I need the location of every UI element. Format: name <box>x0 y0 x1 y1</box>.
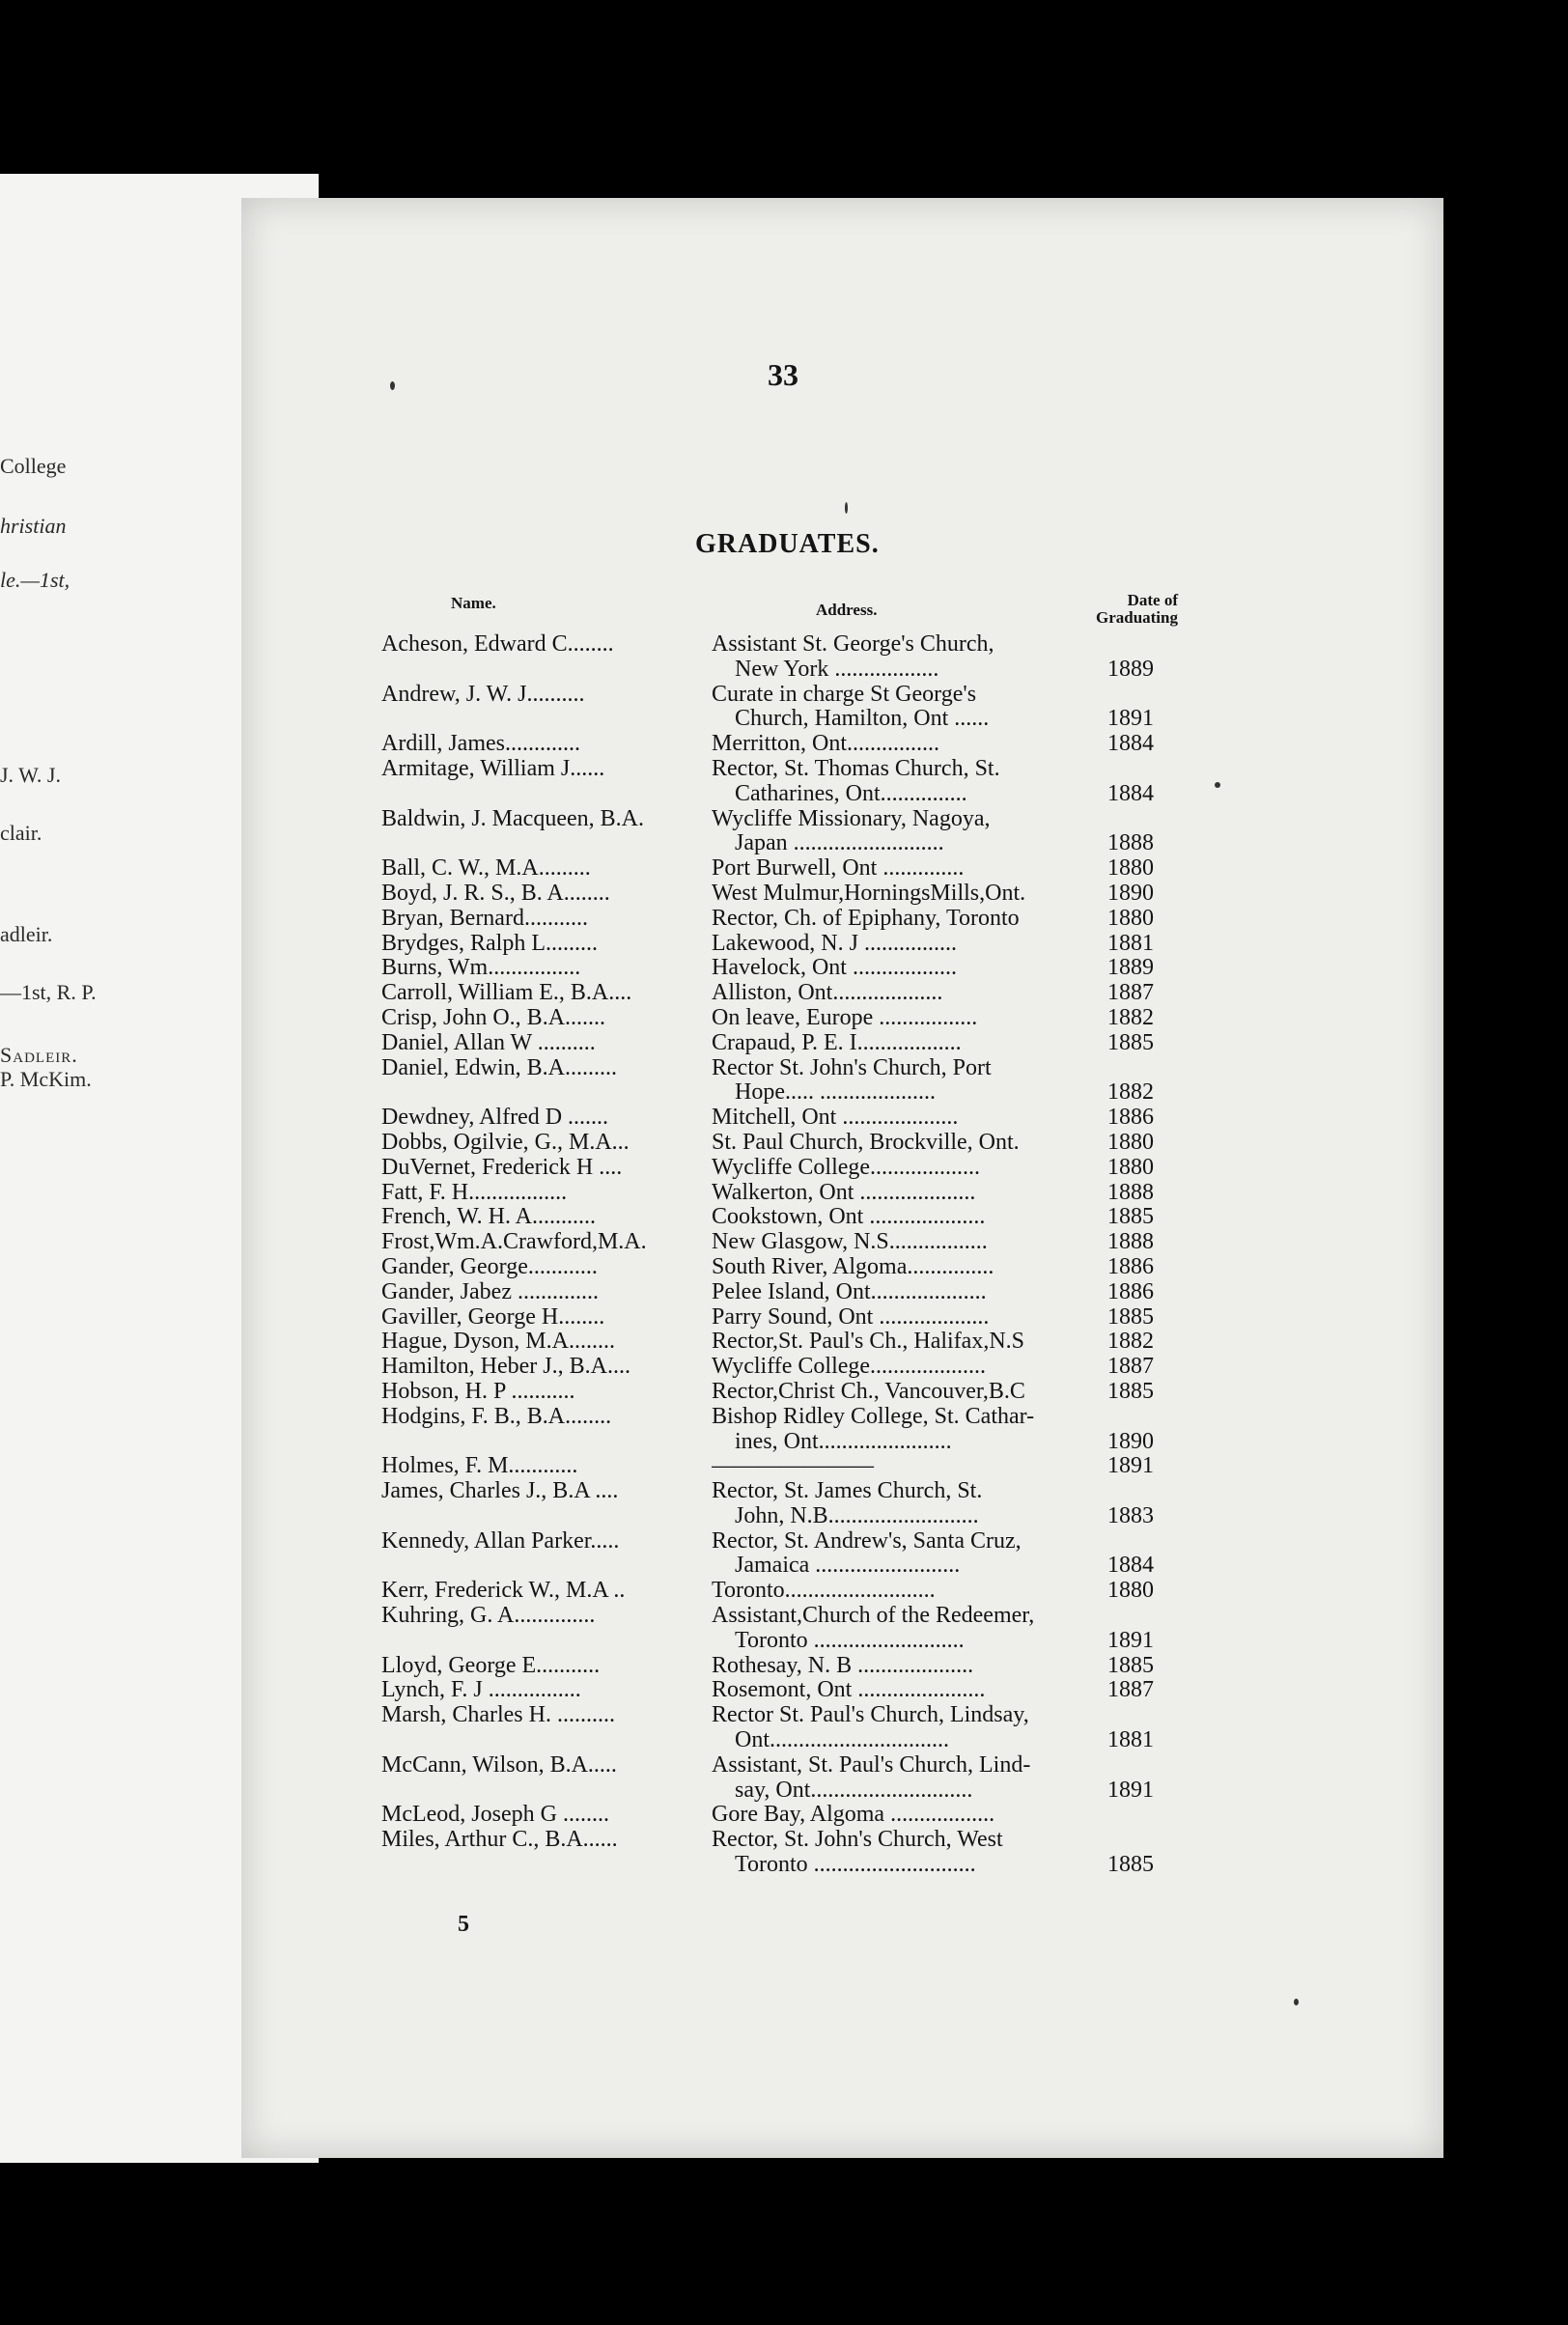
graduate-row <box>381 1330 1154 1355</box>
graduation-year: 1882 <box>1107 1329 1154 1355</box>
left-page-line: adleir. <box>0 922 53 946</box>
graduation-year: 1886 <box>1107 1105 1154 1131</box>
graduate-address: Rector St. John's Church, Port <box>712 1055 992 1080</box>
graduate-name: Dobbs, Ogilvie, G., M.A... <box>381 1130 630 1155</box>
graduate-entry <box>381 1654 1154 1679</box>
graduation-year: 1891 <box>1107 1777 1154 1803</box>
graduate-row-continuation <box>381 1554 1154 1579</box>
graduate-row <box>381 956 1154 981</box>
graduation-year: 1884 <box>1107 731 1154 757</box>
graduation-year: 1887 <box>1107 1677 1154 1703</box>
graduation-year: 1891 <box>1107 1453 1154 1479</box>
graduate-address: Ont............................... <box>735 1728 949 1753</box>
graduate-name: Gander, George............ <box>381 1254 598 1279</box>
graduate-entry <box>381 1106 1154 1131</box>
graduate-entry <box>381 807 1154 857</box>
graduation-year: 1888 <box>1107 1229 1154 1255</box>
graduate-address: Gore Bay, Algoma .................. <box>712 1803 995 1828</box>
graduation-year: 1887 <box>1107 1354 1154 1380</box>
graduate-address: On leave, Europe ................. <box>712 1005 978 1030</box>
graduate-address: Wycliffe College................... <box>712 1155 981 1180</box>
graduate-entry <box>381 1753 1154 1804</box>
graduation-year: 1880 <box>1107 1129 1154 1155</box>
graduate-address: Rector,St. Paul's Ch., Halifax,N.S <box>712 1330 1025 1355</box>
graduate-entry <box>381 1056 1154 1106</box>
graduate-name: Daniel, Allan W .......... <box>381 1030 596 1055</box>
graduate-entry <box>381 683 1154 733</box>
graduation-year: 1887 <box>1107 980 1154 1006</box>
graduate-name: Miles, Arthur C., B.A...... <box>381 1828 618 1853</box>
left-page-line: le.—1st, <box>0 568 70 592</box>
graduate-name: McCann, Wilson, B.A..... <box>381 1752 617 1778</box>
graduation-year: 1886 <box>1107 1253 1154 1279</box>
graduation-year: 1891 <box>1107 706 1154 732</box>
graduate-row <box>381 1529 1154 1555</box>
graduate-name: Hamilton, Heber J., B.A.... <box>381 1355 630 1380</box>
graduate-row <box>381 732 1154 757</box>
graduate-row <box>381 1380 1154 1405</box>
graduate-row <box>381 1156 1154 1181</box>
graduation-year: 1881 <box>1107 930 1154 956</box>
graduate-name: Lynch, F. J ................ <box>381 1678 581 1703</box>
graduation-year: 1890 <box>1107 1428 1154 1454</box>
graduate-row-continuation <box>381 831 1154 856</box>
graduate-address: Rector,Christ Ch., Vancouver,B.C <box>712 1379 1025 1404</box>
graduate-address: Rector, Ch. of Epiphany, Toronto <box>712 906 1020 931</box>
graduate-row-continuation <box>381 707 1154 732</box>
graduate-name: Hague, Dyson, M.A........ <box>381 1330 615 1355</box>
graduate-address: Church, Hamilton, Ont ...... <box>735 707 990 732</box>
graduate-entry <box>381 882 1154 907</box>
graduate-name: Brydges, Ralph L......... <box>381 931 598 956</box>
left-page-line: clair. <box>0 821 42 845</box>
graduate-row <box>381 1828 1154 1853</box>
graduate-row <box>381 1106 1154 1131</box>
graduates-list <box>381 632 1154 1878</box>
graduate-row <box>381 1131 1154 1156</box>
graduate-name: James, Charles J., B.A .... <box>381 1479 619 1504</box>
graduate-address: New York .................. <box>735 657 939 682</box>
graduate-name: McLeod, Joseph G ........ <box>381 1803 609 1828</box>
graduate-row <box>381 907 1154 932</box>
graduate-name: Fatt, F. H................. <box>381 1180 568 1205</box>
graduation-year: 1880 <box>1107 855 1154 882</box>
column-header-date-line: Date of <box>1127 591 1178 609</box>
graduate-address: Hope..... .................... <box>735 1080 936 1106</box>
graduate-entry <box>381 757 1154 807</box>
graduate-name: Boyd, J. R. S., B. A........ <box>381 881 610 906</box>
graduate-row <box>381 1703 1154 1728</box>
graduate-row <box>381 981 1154 1006</box>
graduation-year: 1889 <box>1107 656 1154 682</box>
graduation-year: 1890 <box>1107 880 1154 906</box>
column-header-address: Address. <box>816 601 878 619</box>
graduate-address: Merritton, Ont................ <box>712 732 939 757</box>
graduate-address: Walkerton, Ont .................... <box>712 1180 976 1205</box>
graduate-name: French, W. H. A........... <box>381 1205 596 1230</box>
graduation-year: 1886 <box>1107 1278 1154 1304</box>
graduation-year: 1885 <box>1107 1652 1154 1678</box>
graduate-name: Baldwin, J. Macqueen, B.A. <box>381 806 644 831</box>
graduate-entry <box>381 1479 1154 1529</box>
graduation-year: 1885 <box>1107 1029 1154 1055</box>
graduation-year: 1885 <box>1107 1204 1154 1230</box>
graduate-address: West Mulmur,HorningsMills,Ont. <box>712 881 1026 906</box>
graduation-year: 1882 <box>1107 1079 1154 1106</box>
left-page-line: hristian <box>0 514 67 538</box>
graduate-name: Crisp, John O., B.A....... <box>381 1005 606 1030</box>
graduate-name: Kerr, Frederick W., M.A .. <box>381 1579 626 1604</box>
graduate-entry <box>381 956 1154 981</box>
graduation-year: 1888 <box>1107 830 1154 856</box>
graduate-name: Hodgins, F. B., B.A........ <box>381 1404 612 1429</box>
graduate-address: Wycliffe Missionary, Nagoya, <box>712 806 991 831</box>
graduate-name: Bryan, Bernard........... <box>381 906 588 931</box>
graduate-row <box>381 1454 1154 1479</box>
graduate-entry <box>381 1803 1154 1828</box>
graduate-address: Japan .......................... <box>735 831 944 856</box>
graduate-entry <box>381 1579 1154 1604</box>
graduate-entry <box>381 1156 1154 1181</box>
graduate-row <box>381 683 1154 708</box>
graduate-address: Catharines, Ont............... <box>735 781 967 806</box>
graduate-entry <box>381 1131 1154 1156</box>
graduation-year: 1883 <box>1107 1502 1154 1528</box>
graduate-row <box>381 632 1154 658</box>
graduate-address: Rector, St. Andrew's, Santa Cruz, <box>712 1528 1022 1554</box>
left-page-line: —1st, R. P. <box>0 980 97 1004</box>
graduate-entry <box>381 1529 1154 1580</box>
graduate-row-continuation <box>381 658 1154 683</box>
graduate-row <box>381 1230 1154 1255</box>
graduate-row <box>381 807 1154 832</box>
graduate-entry <box>381 1405 1154 1455</box>
graduation-year: 1881 <box>1107 1727 1154 1753</box>
graduate-name: Andrew, J. W. J.......... <box>381 682 585 707</box>
graduate-entry <box>381 1454 1154 1479</box>
graduate-entry <box>381 1355 1154 1380</box>
column-header-name: Name. <box>451 594 496 612</box>
graduate-entry <box>381 1678 1154 1703</box>
graduation-year: 1882 <box>1107 1004 1154 1030</box>
graduate-entry <box>381 1031 1154 1056</box>
graduate-address: Pelee Island, Ont.................... <box>712 1279 987 1304</box>
graduation-year: 1885 <box>1107 1303 1154 1330</box>
graduate-name: Ball, C. W., M.A......... <box>381 856 591 882</box>
graduate-address: Alliston, Ont................... <box>712 981 943 1006</box>
graduate-row <box>381 1803 1154 1828</box>
graduate-entry <box>381 981 1154 1006</box>
graduate-row <box>381 1280 1154 1305</box>
graduate-row <box>381 1255 1154 1280</box>
graduate-address: South River, Algoma............... <box>712 1254 994 1279</box>
graduation-year: 1884 <box>1107 780 1154 806</box>
graduate-entry <box>381 1230 1154 1255</box>
graduate-entry <box>381 1280 1154 1305</box>
graduate-entry <box>381 1703 1154 1753</box>
graduate-name: Lloyd, George E........... <box>381 1653 601 1678</box>
column-header-date <box>1072 592 1178 627</box>
graduate-name: Holmes, F. M............ <box>381 1454 578 1479</box>
graduate-entry <box>381 1205 1154 1230</box>
graduate-row-continuation <box>381 1504 1154 1529</box>
graduate-row <box>381 757 1154 782</box>
graduation-year: 1891 <box>1107 1627 1154 1653</box>
graduate-name: Acheson, Edward C........ <box>381 632 614 657</box>
graduate-address: Rothesay, N. B .................... <box>712 1653 974 1678</box>
graduate-row <box>381 1579 1154 1604</box>
graduate-address: Wycliffe College.................... <box>712 1355 987 1380</box>
graduate-address: New Glasgow, N.S................. <box>712 1230 988 1255</box>
graduate-name: Carroll, William E., B.A.... <box>381 981 632 1006</box>
graduate-address: ines, Ont....................... <box>735 1429 952 1454</box>
page-heading: GRADUATES. <box>695 529 880 559</box>
graduate-entry <box>381 1330 1154 1355</box>
graduate-name: Gander, Jabez .............. <box>381 1279 599 1304</box>
graduate-row <box>381 1006 1154 1031</box>
graduate-row <box>381 882 1154 907</box>
graduation-year: 1889 <box>1107 955 1154 981</box>
graduate-name: Dewdney, Alfred D ....... <box>381 1106 609 1131</box>
graduate-name: Marsh, Charles H. .......... <box>381 1703 615 1728</box>
graduate-entry <box>381 932 1154 957</box>
graduate-address: say, Ont............................ <box>735 1778 973 1803</box>
graduate-row <box>381 1405 1154 1430</box>
graduate-address: Assistant, St. Paul's Church, Lind- <box>712 1752 1031 1778</box>
graduate-row-continuation <box>381 1629 1154 1654</box>
graduate-name: Daniel, Edwin, B.A......... <box>381 1055 617 1080</box>
graduate-entry <box>381 1255 1154 1280</box>
graduate-row-continuation <box>381 1728 1154 1753</box>
graduate-address: Rector, St. John's Church, West <box>712 1828 1003 1853</box>
column-header-date-line: Graduating <box>1095 608 1178 627</box>
graduate-entry <box>381 1305 1154 1331</box>
graduation-year: 1885 <box>1107 1378 1154 1404</box>
graduate-entry <box>381 1006 1154 1031</box>
graduate-address: Rector, St. Thomas Church, St. <box>712 756 1000 781</box>
graduate-address: Rector, St. James Church, St. <box>712 1479 983 1504</box>
graduate-address: Lakewood, N. J ................ <box>712 931 957 956</box>
graduate-row <box>381 1355 1154 1380</box>
left-page-line: Sadleir. <box>0 1043 78 1067</box>
graduate-address: Crapaud, P. E. I.................. <box>712 1030 962 1055</box>
graduation-year: 1884 <box>1107 1553 1154 1579</box>
graduate-entry <box>381 1380 1154 1405</box>
graduate-address: Havelock, Ont .................. <box>712 956 957 981</box>
scan-speck <box>1294 1999 1299 2005</box>
graduate-address: Mitchell, Ont .................... <box>712 1106 959 1131</box>
graduate-name: Frost,Wm.A.Crawford,M.A. <box>381 1230 647 1255</box>
page-number: 33 <box>768 357 798 392</box>
graduate-row-continuation <box>381 1853 1154 1878</box>
graduate-name: Ardill, James............. <box>381 732 580 757</box>
scan-speck <box>1215 782 1220 788</box>
graduate-row <box>381 1205 1154 1230</box>
graduate-row <box>381 856 1154 882</box>
graduation-year: 1885 <box>1107 1852 1154 1878</box>
graduate-address: Toronto .......................... <box>735 1628 965 1653</box>
graduate-name: Armitage, William J...... <box>381 756 605 781</box>
graduate-row <box>381 1604 1154 1629</box>
graduate-row-continuation <box>381 1430 1154 1455</box>
graduate-name: Kennedy, Allan Parker..... <box>381 1528 620 1554</box>
graduate-address: ——————— <box>712 1454 874 1479</box>
graduate-name: Burns, Wm................ <box>381 956 581 981</box>
graduate-address: Jamaica ......................... <box>735 1554 961 1579</box>
graduation-year: 1880 <box>1107 1154 1154 1180</box>
graduate-row-continuation <box>381 1779 1154 1804</box>
graduate-row <box>381 1305 1154 1331</box>
graduate-row-continuation <box>381 782 1154 807</box>
graduate-address: Bishop Ridley College, St. Cathar- <box>712 1404 1035 1429</box>
graduate-entry <box>381 632 1154 683</box>
graduate-address: Assistant,Church of the Redeemer, <box>712 1604 1035 1629</box>
left-page-line: J. W. J. <box>0 763 61 787</box>
graduate-entry <box>381 856 1154 882</box>
graduate-name: Kuhring, G. A.............. <box>381 1604 596 1629</box>
graduate-address: Curate in charge St George's <box>712 682 977 707</box>
graduate-name: DuVernet, Frederick H .... <box>381 1155 623 1180</box>
left-page-line: College <box>0 454 67 478</box>
graduate-row <box>381 1753 1154 1779</box>
graduate-address: Cookstown, Ont .................... <box>712 1205 986 1230</box>
graduate-row <box>381 1181 1154 1206</box>
graduate-entry <box>381 732 1154 757</box>
graduate-row <box>381 1654 1154 1679</box>
graduation-year: 1888 <box>1107 1179 1154 1205</box>
graduate-row <box>381 1056 1154 1081</box>
graduate-address: John, N.B.......................... <box>735 1503 979 1528</box>
graduate-row <box>381 932 1154 957</box>
graduate-address: Rector St. Paul's Church, Lindsay, <box>712 1703 1029 1728</box>
graduate-entry <box>381 1181 1154 1206</box>
graduate-address: Toronto.......................... <box>712 1579 936 1604</box>
scan-speck <box>845 502 848 514</box>
graduate-row <box>381 1031 1154 1056</box>
graduate-address: Parry Sound, Ont ................... <box>712 1304 990 1330</box>
graduate-row-continuation <box>381 1080 1154 1106</box>
graduate-entry <box>381 1828 1154 1878</box>
graduate-entry <box>381 907 1154 932</box>
graduate-entry <box>381 1604 1154 1654</box>
left-page-line: P. McKim. <box>0 1067 92 1091</box>
graduate-address: Rosemont, Ont ...................... <box>712 1678 986 1703</box>
graduate-address: Assistant St. George's Church, <box>712 632 994 657</box>
graduate-row <box>381 1479 1154 1504</box>
graduate-row <box>381 1678 1154 1703</box>
graduate-address: Port Burwell, Ont .............. <box>712 856 965 882</box>
graduate-name: Gaviller, George H........ <box>381 1304 605 1330</box>
graduation-year: 1880 <box>1107 1578 1154 1604</box>
scan-speck <box>390 381 395 390</box>
signature-mark: 5 <box>458 1912 469 1937</box>
graduate-address: St. Paul Church, Brockville, Ont. <box>712 1130 1020 1155</box>
graduate-address: Toronto ............................ <box>735 1853 976 1878</box>
graduation-year: 1880 <box>1107 905 1154 931</box>
graduate-name: Hobson, H. P ........... <box>381 1379 575 1404</box>
